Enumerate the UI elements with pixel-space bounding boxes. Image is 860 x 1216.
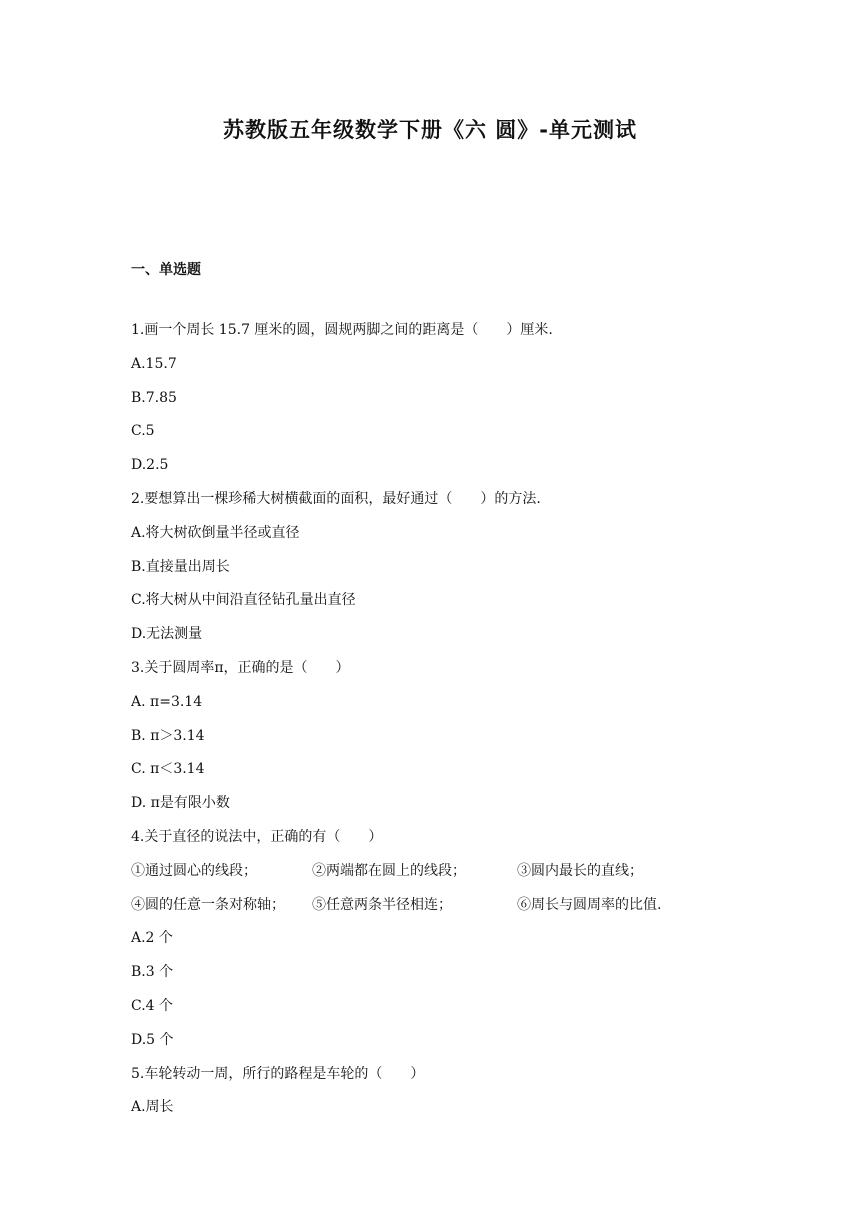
answer-option: B.直接量出周长 [131, 558, 230, 575]
question-stem: 4.关于直径的说法中，正确的有（ ） [131, 828, 383, 845]
answer-option: A.将大树砍倒量半径或直径 [131, 524, 300, 541]
answer-option: A. π=3.14 [131, 693, 203, 710]
answer-option: D. π是有限小数 [131, 795, 230, 812]
page-title: 苏教版五年级数学下册《六 圆》-单元测试 [222, 118, 638, 142]
answer-option: B.7.85 [131, 389, 177, 406]
section-heading: 一、单选题 [131, 262, 201, 278]
statement-item: ④圆的任意一条对称轴； [131, 896, 285, 913]
answer-option: A.2 个 [131, 930, 173, 947]
statement-row [131, 861, 751, 895]
statement-item: ①通过圆心的线段； [131, 862, 257, 879]
answer-option: D.无法测量 [131, 626, 203, 643]
answer-option: D.2.5 [131, 457, 169, 474]
answer-option: C.将大树从中间沿直径钻孔量出直径 [131, 592, 356, 609]
question-stem: 2.要想算出一棵珍稀大树横截面的面积，最好通过（ ）的方法. [131, 490, 541, 507]
statement-item: ③圆内最长的直线； [517, 862, 643, 879]
answer-option: A.周长 [131, 1099, 174, 1116]
answer-option: B.3 个 [131, 964, 174, 981]
answer-option: B. π＞3.14 [131, 727, 205, 744]
answer-option: C.5 [131, 423, 155, 440]
answer-option: D.5 个 [131, 1031, 174, 1048]
statement-item: ⑤任意两条半径相连； [312, 896, 452, 913]
statement-row [131, 895, 751, 929]
statement-item: ⑥周长与圆周率的比值. [517, 896, 662, 913]
question-stem: 3.关于圆周率π，正确的是（ ） [131, 659, 350, 676]
answer-option: C.4 个 [131, 997, 174, 1014]
question-stem: 5.车轮转动一周，所行的路程是车轮的（ ） [131, 1065, 425, 1082]
question-list [131, 320, 751, 1131]
answer-option: C. π＜3.14 [131, 761, 205, 778]
answer-option: A.15.7 [131, 355, 177, 372]
question-stem: 1.画一个周长 15.7 厘米的圆，圆规两脚之间的距离是（ ）厘米. [131, 322, 553, 338]
statement-item: ②两端都在圆上的线段； [312, 862, 466, 879]
